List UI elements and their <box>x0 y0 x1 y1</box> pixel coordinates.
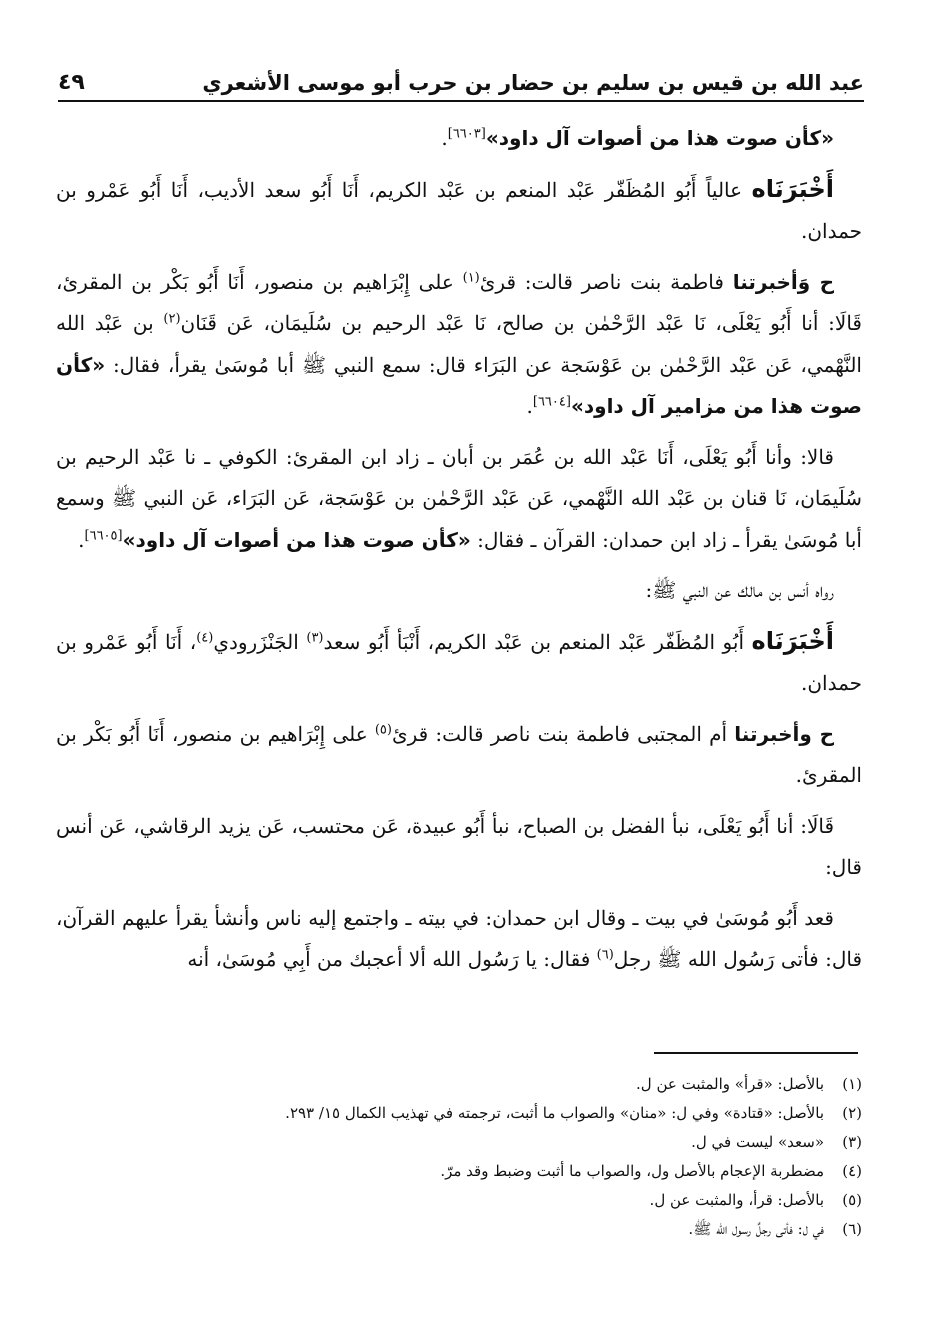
paragraph-6 <box>56 621 862 705</box>
paragraph-tail: . <box>526 394 533 418</box>
footnote-number: (٦) <box>842 1220 862 1238</box>
paragraph-text: رواه أنس بن مالك عن النبي ﷺ: <box>645 578 834 602</box>
paragraph-text: على إِبْرَاهيم بن منصور، أَنَا أَبُو بَكْر بن المقرئ، قَالَا: أنا أَبُو يَعْلَى، نَا عَبْد الرَّحْمٰن بن صالح، نَا عَبْد الرحيم بن سُلَيمَان، عَن قَنَان <box>56 269 862 335</box>
footnote-number: (٤) <box>842 1162 862 1180</box>
page-number: ٤٩ <box>58 70 85 95</box>
main-text <box>56 118 862 990</box>
paragraph-text: فاطمة بنت ناصر قالت: قرئ <box>479 269 733 294</box>
paragraph-text: قعد أَبُو مُوسَىٰ في بيت ـ وقال ابن حمدان: في بيته ـ واجتمع إليه ناس وأنشأ يقرأ عليهم القرآن، قال: فأتى رَسُول الله ﷺ رجل <box>56 905 862 971</box>
paragraph-text: قَالَا: أنا أَبُو يَعْلَى، نبأ الفضل بن الصباح، نبأ أَبُو عبيدة، عَن محتسب، عَن يزيد الرقاشي، عَن أنس قال: <box>56 813 862 879</box>
paragraph-tail: . <box>78 527 85 552</box>
footnote-ref-6: (٦) <box>596 947 614 963</box>
footnote-text: «سعد» ليست في ل. <box>691 1133 824 1151</box>
footnote-number: (٢) <box>842 1104 862 1122</box>
chain-opening: أَخْبَرَنَاه <box>751 626 834 655</box>
footnote-separator <box>654 1052 858 1054</box>
paragraph-3 <box>56 262 862 428</box>
paragraph-1 <box>56 118 862 160</box>
footnote-text: بالأصل: قرأ، والمثبت عن ل. <box>649 1191 824 1209</box>
hadith-number: [٦٦٠٥] <box>84 527 123 543</box>
paragraph-text: أَبُو المُظَفّر عَبْد المنعم بن عَبْد الكريم، أَنْبَأ أَبُو سعد <box>323 629 752 654</box>
paragraph-text: قالا: وأنا أَبُو يَعْلَى، أَنَا عَبْد الله بن عُمَر بن أبان ـ زاد ابن المقرئ: الكوفي ـ نا عَبْد الرحيم بن سُلَيمَان، نَا قنان بن عَبْد الله النَّهْمي، عَن عَبْد الرَّحْمٰن بن عَوْسَجة، عَن البَرَاء، عَن النبي ﷺ وسمع أبا مُوسَىٰ يقرأ ـ زاد ابن حمدان: القرآن ـ فقال: <box>56 444 862 552</box>
paragraph-text: بن عَبْد الله النَّهْمي، عَن عَبْد الرَّحْمٰن بن عَوْسَجة عن البَرَاء قال: سمع النبي ﷺ أبا مُوسَىٰ يقرأ، فقال: <box>56 311 862 377</box>
footnote-ref-5: (٥) <box>374 721 392 737</box>
paragraph-text: فقال: يا رَسُول الله ألا أعجبك من أَبِي مُوسَىٰ، أنه <box>187 947 597 971</box>
footnote-2 <box>56 1099 862 1128</box>
paragraph-7 <box>56 714 862 797</box>
paragraph-text: أم المجتبى فاطمة بنت ناصر قالت: قرئ <box>391 721 735 746</box>
footnote-text: بالأصل: «قتادة» وفي ل: «منان» والصواب ما أثبت، ترجمته في تهذيب الكمال ١٥/ ٢٩٣. <box>285 1104 824 1122</box>
paragraph-2 <box>56 169 862 253</box>
chain-opening: أَخْبَرَنَاه <box>751 174 834 203</box>
hadith-number: [٦٦٠٤] <box>532 394 571 410</box>
footnote-text: مضطربة الإعجام بالأصل ول، والصواب ما أثبت وضبط وقد مرّ. <box>440 1162 824 1180</box>
footnote-4 <box>56 1157 862 1186</box>
paragraph-8 <box>56 806 862 889</box>
running-header <box>58 64 864 98</box>
running-header-title: عبد الله بن قيس بن سليم بن حضار بن حرب أبو موسى الأشعري <box>202 71 864 95</box>
footnote-number: (٣) <box>842 1133 862 1151</box>
paragraph-text: على إِبْرَاهيم بن منصور، أَنَا أَبُو بَكْر بن المقرئ. <box>56 721 862 787</box>
header-rule <box>58 100 864 102</box>
paragraph-4 <box>56 437 862 562</box>
chain-lead: ح وأخبرتنا <box>734 721 834 746</box>
chain-lead: ح وَأخبرتنا <box>732 269 834 294</box>
footnote-text: في ل: فأتى رجلٌ رسول الله ﷺ. <box>688 1220 824 1238</box>
paragraph-text: ، أَنَا أَبُو عَمْرو بن حمدان. <box>56 629 862 695</box>
paragraph-text: الجَنْزَرودي <box>213 629 307 654</box>
paragraph-5 <box>56 570 862 612</box>
footnote-6 <box>56 1215 862 1244</box>
footnote-3 <box>56 1128 862 1157</box>
paragraph-9 <box>56 898 862 981</box>
footnotes <box>56 1070 862 1244</box>
footnote-number: (٥) <box>842 1191 862 1209</box>
hadith-quote: «كأن صوت هذا من مزامير آل داود» <box>56 352 862 418</box>
footnote-ref-4: (٤) <box>196 629 214 645</box>
footnote-ref-2: (٢) <box>163 311 181 327</box>
footnote-number: (١) <box>842 1075 862 1093</box>
hadith-number: [٦٦٠٣] <box>447 126 486 142</box>
hadith-quote: «كأن صوت هذا من أصوات آل داود» <box>122 527 471 552</box>
footnote-ref-1: (١) <box>462 269 480 285</box>
paragraph-text: عالياً أَبُو المُظَفّر عَبْد المنعم بن عَبْد الكريم، أَنَا أَبُو سعد الأديب، أَنَا أَبُو عَمْرو بن حمدان. <box>56 177 862 243</box>
footnote-5 <box>56 1186 862 1215</box>
footnote-1 <box>56 1070 862 1099</box>
footnote-text: بالأصل: «قرأ» والمثبت عن ل. <box>636 1075 824 1093</box>
paragraph-tail: . <box>441 126 448 150</box>
footnote-ref-3: (٣) <box>306 629 324 645</box>
hadith-quote: «كأن صوت هذا من أصوات آل داود» <box>485 126 834 150</box>
